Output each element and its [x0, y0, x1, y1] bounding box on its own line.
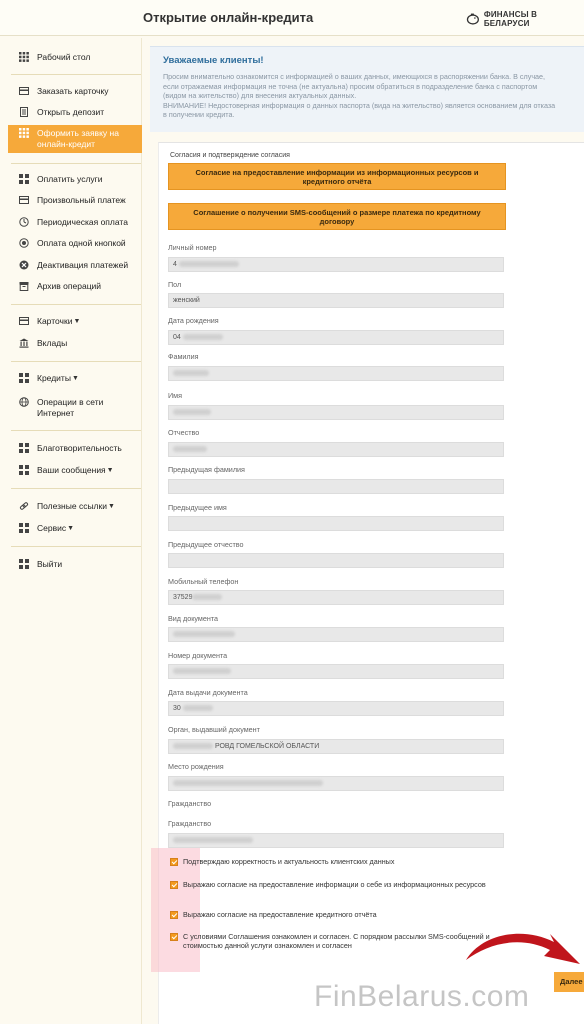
sidebar-item-service[interactable]: [8, 523, 142, 534]
field-label: Предыдущее отчество: [168, 540, 244, 549]
field-value: 04: [173, 334, 181, 341]
consent-info-resources-checkbox[interactable]: [170, 880, 493, 889]
field-label: Фамилия: [168, 352, 199, 361]
redacted-value: [173, 743, 213, 749]
sidebar-item-label: Произвольный платеж: [37, 195, 126, 205]
notice-panel: [150, 46, 584, 132]
sidebar-item-label: Оплата одной кнопкой: [37, 238, 126, 248]
sidebar-item-label: Заказать карточку: [37, 86, 109, 96]
sidebar-item-deactivate-payments[interactable]: [8, 260, 142, 271]
link-icon: [19, 501, 29, 511]
field-value: 4: [173, 261, 177, 268]
field-label: Предыдущая фамилия: [168, 465, 245, 474]
redacted-value: [173, 446, 207, 452]
sidebar-item-arbitrary-payment[interactable]: [8, 195, 142, 206]
globe-icon: [19, 397, 29, 407]
notice-text: [163, 72, 583, 120]
sidebar: [8, 38, 142, 1024]
sidebar-divider: [11, 361, 141, 362]
document-issue-date-field[interactable]: [168, 701, 504, 716]
grid-icon: [19, 52, 29, 62]
redacted-value: [179, 261, 239, 267]
sidebar-divider: [11, 74, 141, 75]
chevron-down-icon: ▼: [67, 525, 75, 532]
logo-text: ФИНАНСЫ В БЕЛАРУСИ: [483, 10, 538, 28]
checkbox-label: Выражаю согласие на предоставление информации о себе из информационных ресурсов: [183, 880, 486, 889]
redacted-value: [173, 409, 211, 415]
field-label: Мобильный телефон: [168, 577, 239, 586]
checkbox-label: Подтверждаю корректность и актуальность клиентских данных: [183, 857, 395, 866]
document-type-field[interactable]: [168, 627, 504, 642]
field-label: Вид документа: [168, 614, 219, 623]
grid-icon: [19, 465, 29, 475]
section-title: Согласия и подтверждение согласия: [170, 152, 290, 159]
watermark: FinBelarus.com: [314, 980, 530, 1013]
notice-line: ВНИМАНИЕ! Недостоверная информация о данных паспорта (вида на жительство) является основанием для отказа: [163, 100, 556, 110]
notice-line: (видом на жительство) для внесения актуальных данных.: [163, 91, 357, 100]
sidebar-item-periodic-payment[interactable]: [8, 217, 142, 228]
grid-icon: [19, 174, 29, 184]
chevron-down-icon: ▼: [106, 467, 114, 474]
document-number-field[interactable]: [168, 664, 504, 679]
field-label: Номер документа: [168, 651, 228, 660]
sidebar-item-messages[interactable]: [8, 465, 142, 476]
gender-field[interactable]: [168, 293, 504, 308]
sidebar-item-label: Полезные ссылки: [37, 501, 107, 511]
sidebar-item-label: Кредиты: [37, 373, 71, 383]
checkbox-checked-icon[interactable]: [170, 881, 178, 889]
sidebar-divider: [11, 430, 141, 431]
piggy-bank-icon: [466, 13, 480, 25]
consent-credit-report-checkbox[interactable]: [170, 910, 493, 919]
sms-agreement-button[interactable]: Соглашение о получении SMS-сообщений о размере платежа по кредитному договору: [168, 203, 506, 230]
card-icon: [19, 195, 29, 205]
field-label: Дата рождения: [168, 316, 219, 325]
redacted-value: [173, 780, 323, 786]
sidebar-item-logout[interactable]: [8, 559, 142, 570]
clock-icon: [19, 217, 29, 227]
grid-icon: [19, 523, 29, 533]
redacted-value: [183, 705, 213, 711]
notice-line: Просим внимательно ознакомится с информацией о ваших данных, имеющихся в распоряжении банка. В случае,: [163, 72, 546, 81]
sidebar-divider: [11, 488, 141, 489]
birth-place-field[interactable]: [168, 776, 504, 791]
document-icon: [19, 107, 29, 117]
sidebar-item-label: Операции в сети Интернет: [37, 397, 104, 418]
chevron-down-icon: ▼: [107, 503, 115, 510]
field-label: Гражданство: [168, 819, 212, 828]
field-value: РОВД ГОМЕЛЬСКОЙ ОБЛАСТИ: [214, 743, 320, 750]
sidebar-item-open-deposit[interactable]: [8, 107, 142, 118]
sidebar-item-label: Карточки: [37, 316, 73, 326]
checkbox-label: С условиями Соглашения ознакомлен и согласен. С порядком рассылки SMS-сообщений и стоимостью данной услуги ознакомлен и согласен: [183, 932, 490, 950]
sidebar-item-label: Оформить заявку на онлайн-кредит: [37, 128, 119, 149]
sidebar-item-cards[interactable]: [8, 316, 142, 327]
field-value: 37529: [173, 594, 193, 601]
sidebar-item-operations-archive[interactable]: [8, 281, 142, 292]
previous-first-name-field[interactable]: [168, 516, 504, 531]
sidebar-item-label: Открыть депозит: [37, 107, 105, 117]
previous-last-name-field[interactable]: [168, 479, 504, 494]
sidebar-item-label: Ваши сообщения: [37, 465, 106, 475]
last-name-field[interactable]: [168, 366, 504, 381]
bank-icon: [19, 338, 29, 348]
grid-icon: [19, 373, 29, 383]
card-icon: [19, 86, 29, 96]
next-button[interactable]: Далее: [554, 972, 584, 992]
sidebar-item-label: Деактивация платежей: [37, 260, 129, 270]
sidebar-divider: [11, 304, 141, 305]
field-label: Место рождения: [168, 762, 224, 771]
notice-title: Уважаемые клиенты!: [163, 55, 264, 66]
field-label: Гражданство: [168, 799, 212, 808]
mobile-phone-field[interactable]: [168, 590, 504, 605]
redacted-value: [173, 631, 235, 637]
sidebar-divider: [11, 163, 141, 164]
personal-number-field[interactable]: [168, 257, 504, 272]
redacted-value: [173, 668, 231, 674]
button-icon: [19, 238, 29, 248]
sidebar-item-label: Сервис: [37, 523, 67, 533]
page-title: Открытие онлайн-кредита: [143, 10, 314, 25]
card-icon: [19, 316, 29, 326]
grid-icon: [19, 128, 29, 138]
redacted-value: [183, 334, 223, 340]
sidebar-item-order-card[interactable]: [8, 86, 142, 97]
field-value: женский: [173, 297, 200, 304]
checkbox-checked-icon[interactable]: [170, 933, 178, 941]
grid-icon: [19, 559, 29, 569]
redacted-value: [173, 370, 209, 376]
sidebar-divider: [11, 546, 141, 547]
app-header: [0, 0, 584, 36]
field-label: Дата выдачи документа: [168, 688, 248, 697]
sidebar-item-pay-services[interactable]: [8, 174, 142, 185]
redacted-value: [173, 837, 253, 843]
sidebar-item-one-button-payment[interactable]: [8, 238, 142, 249]
sidebar-item-charity[interactable]: [8, 443, 142, 454]
sidebar-item-label: Выйти: [37, 559, 63, 569]
brand-logo[interactable]: [466, 10, 584, 28]
archive-icon: [19, 281, 29, 291]
sms-agreement-checkbox[interactable]: [170, 932, 493, 950]
confirm-data-checkbox[interactable]: [170, 857, 493, 866]
sidebar-item-label: Архив операций: [37, 281, 102, 291]
field-value: 30: [173, 705, 181, 712]
field-label: Пол: [168, 280, 182, 289]
sidebar-item-useful-links[interactable]: [8, 501, 142, 512]
sidebar-item-online-credit[interactable]: [8, 125, 142, 153]
consent-info-resources-button[interactable]: Согласие на предоставление информации из информационных ресурсов и кредитного отчёта: [168, 163, 506, 190]
field-label: Имя: [168, 391, 182, 400]
previous-patronymic-field[interactable]: [168, 553, 504, 568]
field-label: Личный номер: [168, 243, 217, 252]
sidebar-item-dashboard[interactable]: [8, 52, 142, 63]
grid-icon: [19, 443, 29, 453]
sidebar-item-credits[interactable]: [8, 373, 142, 384]
notice-line: если отражаемая информация не точна (не актуальна) просим обратиться в подразделение банка с паспортом: [163, 81, 538, 91]
field-label: Предыдущее имя: [168, 503, 227, 512]
cancel-icon: [19, 260, 29, 270]
sidebar-item-label: Благотворительность: [37, 443, 122, 453]
field-label: Орган, выдавший документ: [168, 725, 260, 734]
citizenship-field[interactable]: [168, 833, 504, 848]
pointer-arrow-icon: [462, 924, 584, 976]
field-label: Отчество: [168, 428, 200, 437]
sidebar-item-internet-operations[interactable]: [8, 397, 142, 419]
sidebar-item-label: Рабочий стол: [37, 52, 91, 62]
notice-line: в получении кредита.: [163, 110, 235, 119]
checkbox-checked-icon[interactable]: [170, 858, 178, 866]
checkbox-checked-icon[interactable]: [170, 911, 178, 919]
chevron-down-icon: ▼: [71, 375, 79, 382]
redacted-value: [192, 594, 222, 600]
sidebar-item-deposits[interactable]: [8, 338, 142, 349]
sidebar-item-label: Вклады: [37, 338, 68, 348]
chevron-down-icon: ▼: [73, 318, 81, 325]
sidebar-item-label: Периодическая оплата: [37, 217, 128, 227]
checkbox-label: Выражаю согласие на предоставление кредитного отчёта: [183, 910, 377, 919]
first-name-field[interactable]: [168, 405, 504, 420]
issuing-authority-field[interactable]: [168, 739, 504, 754]
birth-date-field[interactable]: [168, 330, 504, 345]
patronymic-field[interactable]: [168, 442, 504, 457]
sidebar-item-label: Оплатить услуги: [37, 174, 103, 184]
